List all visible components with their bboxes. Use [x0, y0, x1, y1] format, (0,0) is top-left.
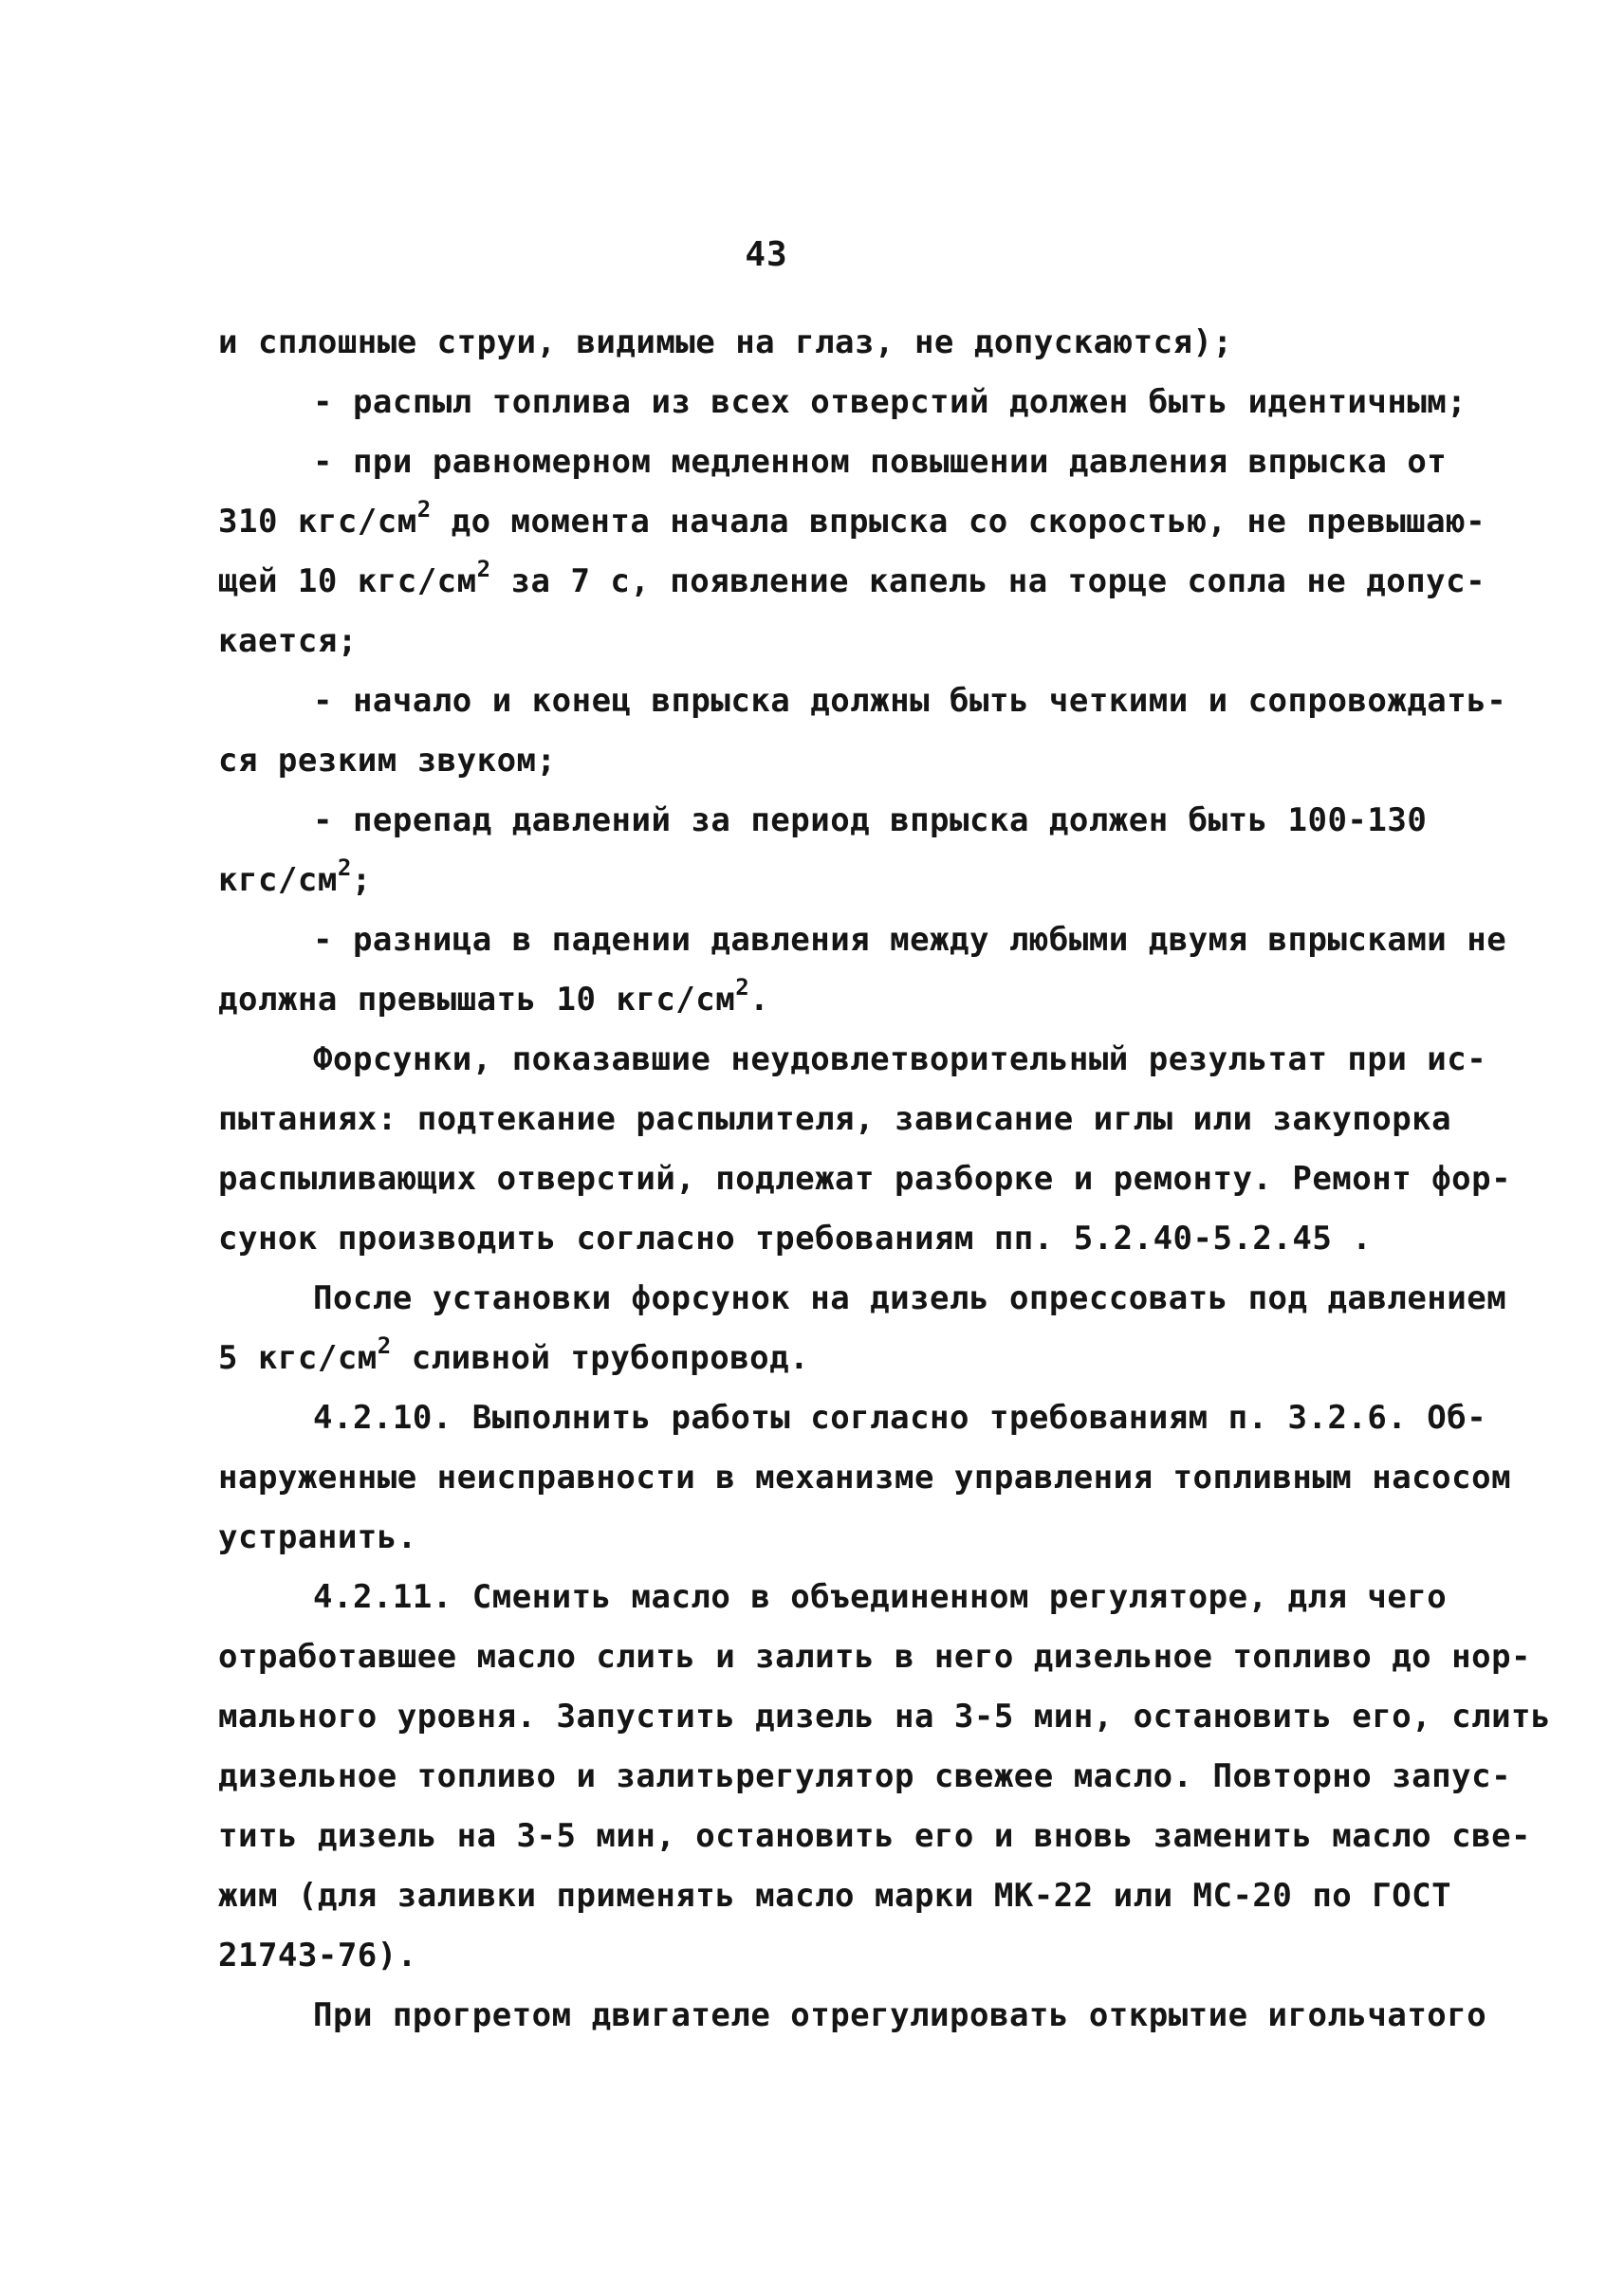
text-segment: 5 кгс/см	[218, 1339, 378, 1377]
text-line	[218, 313, 1451, 373]
text-line	[218, 671, 1507, 731]
text-line	[218, 1986, 1487, 2046]
text-segment: жим (для заливки применять масло марки МК-22 или МС-20 по ГОСТ	[218, 1877, 1452, 1915]
text-line	[218, 552, 1486, 612]
superscript: 2	[735, 973, 750, 1001]
text-line	[218, 492, 1486, 552]
text-line	[218, 1627, 1532, 1687]
text-segment: сливной трубопровод.	[391, 1339, 810, 1377]
text-line	[218, 1269, 1507, 1329]
text-segment: тить дизель на 3-5 мин, остановить его и вновь заменить масло све-	[218, 1817, 1532, 1855]
text-segment: 310 кгс/см	[218, 503, 417, 541]
superscript: 2	[337, 854, 352, 881]
text-line	[218, 1747, 1512, 1807]
text-line	[218, 1866, 1451, 1926]
superscript: 2	[416, 495, 432, 523]
text-segment: распыливающих отверстий, подлежат разборке и ремонту. Ремонт фор-	[218, 1160, 1512, 1198]
text-segment: При прогретом двигателе отрегулировать открытие игольчатого	[313, 1996, 1487, 2034]
text-segment: наруженные неисправности в механизме управления топливным насосом	[218, 1459, 1512, 1497]
text-segment: должна превышать 10 кгс/см	[218, 981, 736, 1019]
text-line	[218, 612, 1451, 671]
text-line	[218, 910, 1507, 970]
text-line	[218, 1388, 1487, 1448]
text-segment: - разница в падении давления между любыми двумя впрысками не	[313, 921, 1507, 959]
page-number: 43	[745, 235, 788, 274]
text-segment: .	[749, 981, 770, 1019]
text-line	[218, 1209, 1451, 1269]
text-line	[218, 432, 1451, 492]
text-line	[218, 1329, 1451, 1388]
text-segment: и сплошные струи, видимые на глаз, не допускаются);	[218, 323, 1233, 361]
text-line	[218, 1149, 1512, 1209]
text-segment: мального уровня. Запустить дизель на 3-5 мин, остановить его, слить	[218, 1698, 1551, 1736]
text-segment: 21743-76).	[218, 1937, 417, 1975]
text-segment: кгс/см	[218, 861, 338, 899]
text-line	[218, 851, 1451, 910]
text-segment: После установки форсунок на дизель опрессовать под давлением	[313, 1279, 1507, 1317]
text-segment: ;	[351, 861, 372, 899]
text-segment: - распыл топлива из всех отверстий должен быть идентичным;	[313, 383, 1467, 421]
text-line	[218, 1807, 1532, 1866]
text-segment: - начало и конец впрыска должны быть четкими и сопровождать-	[313, 682, 1507, 720]
text-line	[218, 373, 1467, 432]
text-line	[218, 1508, 1451, 1568]
text-segment: кается;	[218, 622, 358, 660]
text-segment: - перепад давлений за период впрыска должен быть 100-130	[313, 801, 1428, 839]
text-segment: за 7 с, появление капель на торце сопла не допус-	[490, 562, 1486, 600]
superscript: 2	[476, 555, 491, 582]
text-segment: Форсунки, показавшие неудовлетворительный результат при ис-	[313, 1040, 1487, 1078]
text-segment: сунок производить согласно требованиям пп. 5.2.40-5.2.45 .	[218, 1220, 1373, 1258]
text-segment: 4.2.11. Сменить масло в объединенном регуляторе, для чего	[313, 1578, 1448, 1616]
text-segment: пытаниях: подтекание распылителя, зависание иглы или закупорка	[218, 1100, 1452, 1138]
text-line	[218, 1090, 1451, 1149]
text-segment: 4.2.10. Выполнить работы согласно требованиям п. 3.2.6. Об-	[313, 1399, 1487, 1437]
text-segment: отработавшее масло слить и залить в него дизельное топливо до нор-	[218, 1638, 1532, 1676]
text-line	[218, 791, 1451, 851]
text-segment: ся резким звуком;	[218, 742, 557, 780]
body-text	[218, 313, 1551, 2046]
text-line	[218, 731, 1451, 791]
text-line	[218, 1448, 1512, 1508]
text-segment: до момента начала впрыска со скоростью, не превышаю-	[431, 503, 1486, 541]
text-segment: щей 10 кгс/см	[218, 562, 477, 600]
text-segment: устранить.	[218, 1518, 417, 1556]
text-line	[218, 1568, 1451, 1627]
text-line	[218, 1926, 1451, 1986]
superscript: 2	[377, 1332, 392, 1359]
text-line	[218, 970, 1451, 1030]
text-line	[218, 1030, 1487, 1090]
text-segment: - при равномерном медленном повышении давления впрыска от	[313, 443, 1448, 481]
text-segment: дизельное топливо и залитьрегулятор свежее масло. Повторно запус-	[218, 1757, 1512, 1795]
text-line	[218, 1687, 1551, 1747]
